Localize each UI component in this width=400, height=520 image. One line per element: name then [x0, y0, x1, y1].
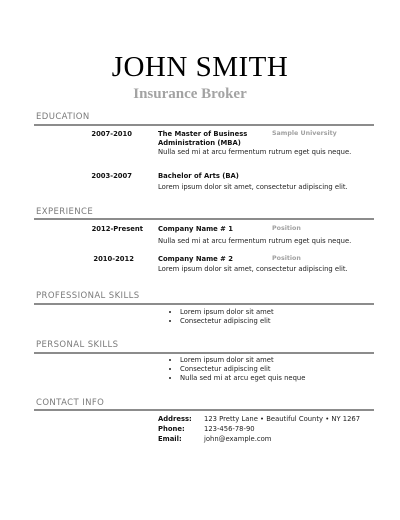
section-title-professional-skills: PROFESSIONAL SKILLS [36, 291, 140, 301]
phone-value: 123-456-78-90 [204, 425, 255, 433]
experience-company: Company Name # 2 [158, 255, 233, 263]
experience-position: Position [272, 255, 301, 262]
section-divider [34, 303, 374, 305]
experience-date: 2012-Present [91, 225, 143, 233]
section-title-contact-info: CONTACT INFO [36, 398, 105, 408]
job-title: Insurance Broker [133, 86, 247, 102]
section-divider [34, 124, 374, 126]
education-degree: The Master of Business Administration (MBA) [158, 130, 248, 147]
email-value: john@example.com [204, 435, 272, 443]
list-item: • Consectetur adipiscing elit [180, 317, 274, 326]
section-divider [34, 218, 374, 220]
experience-description: Lorem ipsum dolor sit amet, consectetur adipiscing elit. [158, 265, 348, 273]
experience-date: 2010-2012 [93, 255, 134, 263]
education-description: Nulla sed mi at arcu fermentum rutrum eget quis neque. [158, 148, 352, 156]
experience-company: Company Name # 1 [158, 225, 233, 233]
address-label: Address: [158, 415, 192, 423]
address-value: 123 Pretty Lane • Beautiful County • NY 1267 [204, 415, 361, 423]
section-divider [34, 352, 374, 354]
resume-name: JOHN SMITH [111, 51, 289, 83]
personal-skills-list [168, 356, 305, 383]
phone-label: Phone: [158, 425, 185, 433]
email-label: Email: [158, 435, 182, 443]
education-degree: Bachelor of Arts (BA) [158, 172, 239, 180]
education-school: Sample University [272, 130, 337, 137]
section-divider [34, 409, 374, 411]
section-title-experience: EXPERIENCE [36, 207, 94, 217]
professional-skills-list [168, 308, 274, 326]
section-title-personal-skills: PERSONAL SKILLS [36, 340, 119, 350]
experience-description: Nulla sed mi at arcu fermentum rutrum eget quis neque. [158, 237, 352, 245]
experience-position: Position [272, 225, 301, 232]
list-item: • Lorem ipsum dolor sit amet [180, 308, 274, 317]
education-date: 2003-2007 [91, 172, 132, 180]
education-description: Lorem ipsum dolor sit amet, consectetur adipiscing elit. [158, 183, 348, 191]
education-date: 2007-2010 [91, 130, 132, 138]
list-item: • Consectetur adipiscing elit [180, 365, 305, 374]
list-item: • Lorem ipsum dolor sit amet [180, 356, 305, 365]
section-title-education: EDUCATION [36, 112, 90, 122]
list-item: • Nulla sed mi at arcu eget quis neque [180, 374, 305, 383]
